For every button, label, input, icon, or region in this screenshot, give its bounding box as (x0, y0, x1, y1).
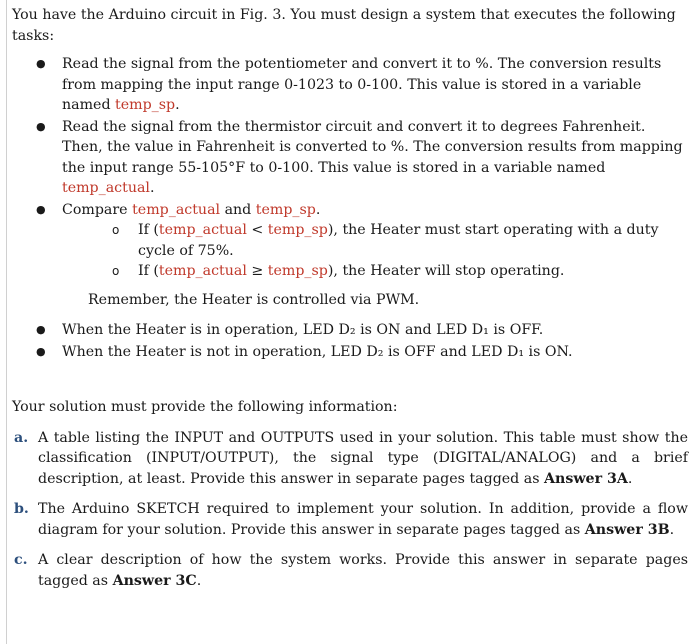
condition-pre: If ( (138, 263, 159, 279)
requirement-text: The Arduino SKETCH required to implement your solution. In addition, provide a flow diagram for your solution. Provide this answer in separate pages tagged as (38, 501, 688, 538)
task-compare (12, 200, 688, 282)
condition-post: ), the Heater will stop operating. (327, 263, 565, 279)
requirement-letter: c. (14, 552, 28, 568)
led-heater-off: ● When the Heater is not in operation, LED D₂ is OFF and LED D₁ is ON. (12, 342, 688, 363)
condition-heater-off (112, 261, 688, 282)
var-temp-sp: temp_sp (267, 263, 328, 279)
requirement-text: A clear description of how the system works. Provide this answer in separate pages tagged as (38, 552, 688, 589)
task-potentiometer (12, 54, 688, 116)
var-temp-actual: temp_actual (62, 180, 150, 196)
task-compare-mid: and (220, 201, 256, 218)
condition-post: ), the Heater must start operating with a duty cycle of 75%. (138, 222, 659, 259)
answer-tag: Answer 3A (544, 470, 628, 487)
requirement-end: . (196, 572, 202, 589)
condition-operator: ≥ (246, 263, 268, 279)
condition-heater-on (112, 220, 688, 261)
task-thermistor-text: Read the signal from the thermistor circuit and convert it to degrees Fahrenheit. Then, the value in Fahrenheit is converted to %. The conversion results from mapping the input range 55-105°F to 0-100. This value is stored in a variable named (62, 118, 683, 176)
requirement-text: A table listing the INPUT and OUTPUTS used in your solution. This table must show the classification (INPUT/OUTPUT), the signal type (DIGITAL/ANALOG) and a brief description, at least. Provide this answer in separate pages tagged as (38, 429, 688, 487)
requirement-answer-3c (12, 550, 688, 591)
task-potentiometer-end: . (175, 97, 180, 113)
var-temp-sp: temp_sp (255, 201, 316, 218)
led-heater-on: ● When the Heater is in operation, LED D₂ is ON and LED D₁ is OFF. (12, 320, 688, 341)
requirement-letter: b. (14, 501, 29, 517)
requirement-answer-3b (12, 499, 688, 540)
requirements-heading: Your solution must provide the following information: (12, 399, 398, 415)
var-temp-actual: temp_actual (132, 201, 221, 218)
var-temp-actual: temp_actual (158, 263, 247, 279)
section-spacer (12, 363, 688, 397)
requirement-letter: a. (14, 429, 29, 446)
requirement-end: . (669, 521, 675, 538)
condition-operator: < (246, 222, 268, 238)
intro-paragraph: You have the Arduino circuit in Fig. 3. You must design a system that executes the following tasks: (12, 7, 676, 44)
pwm-reminder: Remember, the Heater is controlled via PWM. (88, 291, 420, 308)
task-thermistor (12, 117, 688, 199)
compare-conditions (62, 220, 688, 282)
led-list (12, 320, 688, 362)
var-temp-sp: temp_sp (267, 222, 328, 238)
requirements-list (12, 428, 688, 592)
answer-tag: Answer 3C (112, 572, 197, 589)
var-temp-sp: temp_sp (115, 97, 176, 113)
requirement-end: . (627, 470, 633, 487)
task-thermistor-end: . (149, 180, 155, 196)
requirement-answer-3a (12, 428, 688, 490)
condition-pre: If ( (138, 222, 159, 238)
task-compare-pre: Compare (62, 201, 133, 218)
answer-tag: Answer 3B (584, 521, 670, 538)
task-list (12, 54, 688, 282)
var-temp-actual: temp_actual (158, 222, 247, 238)
task-compare-end: . (315, 201, 321, 218)
task-potentiometer-text: Read the signal from the potentiometer and convert it to %. The conversion results from mapping the input range 0-1023 to 0-100. This value is stored in a variable named (62, 56, 662, 113)
